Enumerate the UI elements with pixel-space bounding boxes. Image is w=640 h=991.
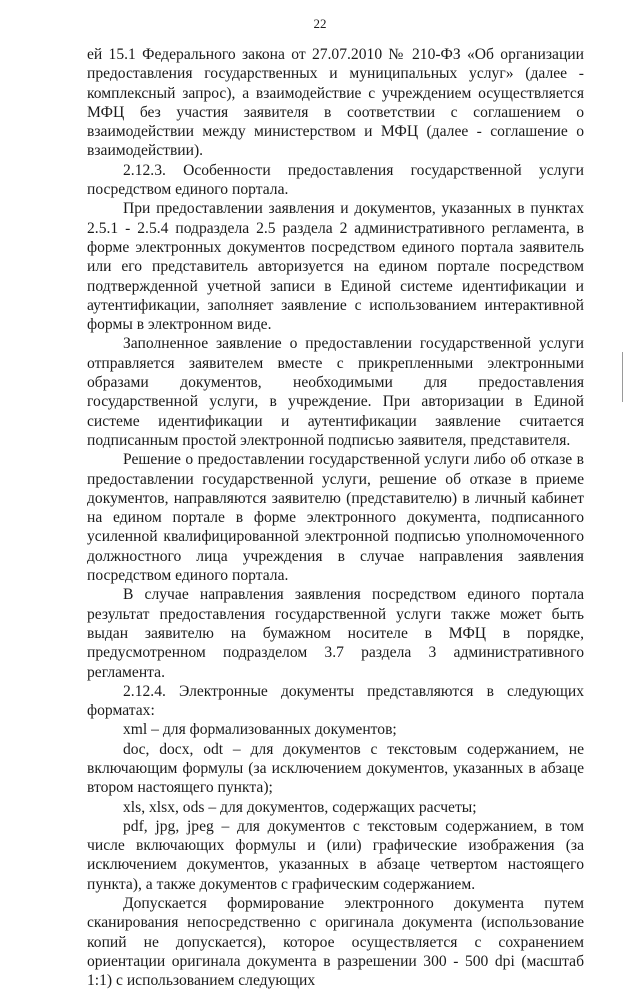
paragraph: xls, xlsx, ods – для документов, содержащих расчеты; [123,798,477,816]
paragraph: doc, docx, odt – для документов с текстовым содержанием, не включающим формулы (за исключением документов, указанных в абзаце втором настоящего пункта); [87,740,584,797]
paragraph: 2.12.3. Особенности предоставления государственной услуги посредством единого портала. [87,161,584,199]
paragraph: Допускается формирование электронного документа путем сканирования непосредственно с оригинала документа (использование копий не допускается), которое осуществляется с сохранением ориентации оригинала документа в разрешении 300 - 500 dpi (масштаб 1:1) с использованием следующих [87,895,584,990]
paragraph: ей 15.1 Федерального закона от 27.07.2010 № 210-ФЗ «Об организации предоставления государственных и муниципальных услуг» (далее - комплексный запрос), а взаимодействие с учреждением осуществляется МФЦ без участия заявителя в соответствии с соглашением о взаимодействии между министерством и МФЦ (далее - соглашение о взаимодействии). [87,46,584,160]
page-number: 22 [313,16,327,31]
paragraph: Заполненное заявление о предоставлении государственной услуги отправляется заявителем вместе с прикрепленными электронными образами документов, необходимыми для предоставления государственной услуги, в учреждение. При авторизации в Единой системе идентификации и аутентификации заявление считается подписанным простой электронной подписью заявителя, представителя. [87,335,584,449]
paragraph: pdf, jpg, jpeg – для документов с текстовым содержанием, в том числе включающих формулы и (или) графические изображения (за исключением документов, указанных в абзаце четвертом настоящего пункта), а также документов с графическим содержанием. [87,817,584,893]
scan-artifact [622,352,623,402]
paragraph: 2.12.4. Электронные документы представляются в следующих форматах: [87,682,584,720]
paragraph: xml – для формализованных документов; [123,721,397,739]
paragraph: В случае направления заявления посредством единого портала результат предоставления государственной услуги также может быть выдан заявителю на бумажном носителе в МФЦ в порядке, предусмотренном подразделом 3.7 раздела 3 административного регламента. [87,586,584,681]
paragraph: При предоставлении заявления и документов, указанных в пунктах 2.5.1 - 2.5.4 подраздела 2.5 раздела 2 административного регламента, в форме электронных документов посредством единого портала заявитель или его представитель авторизуется на едином портале посредством подтвержденной учетной записи в Единой системе идентификации и аутентификации, заполняет заявление с использованием интерактивной формы в электронном виде. [87,200,584,334]
paragraph: Решение о предоставлении государственной услуги либо об отказе в предоставлении государственной услуги, решение об отказе в приеме документов, направляются заявителю (представителю) в личный кабинет на едином портале в форме электронного документа, подписанного усиленной квалифицированной электронной подписью уполномоченного должностного лица учреждения в случае направления заявления посредством единого портала. [87,451,584,585]
body-text [87,45,584,991]
